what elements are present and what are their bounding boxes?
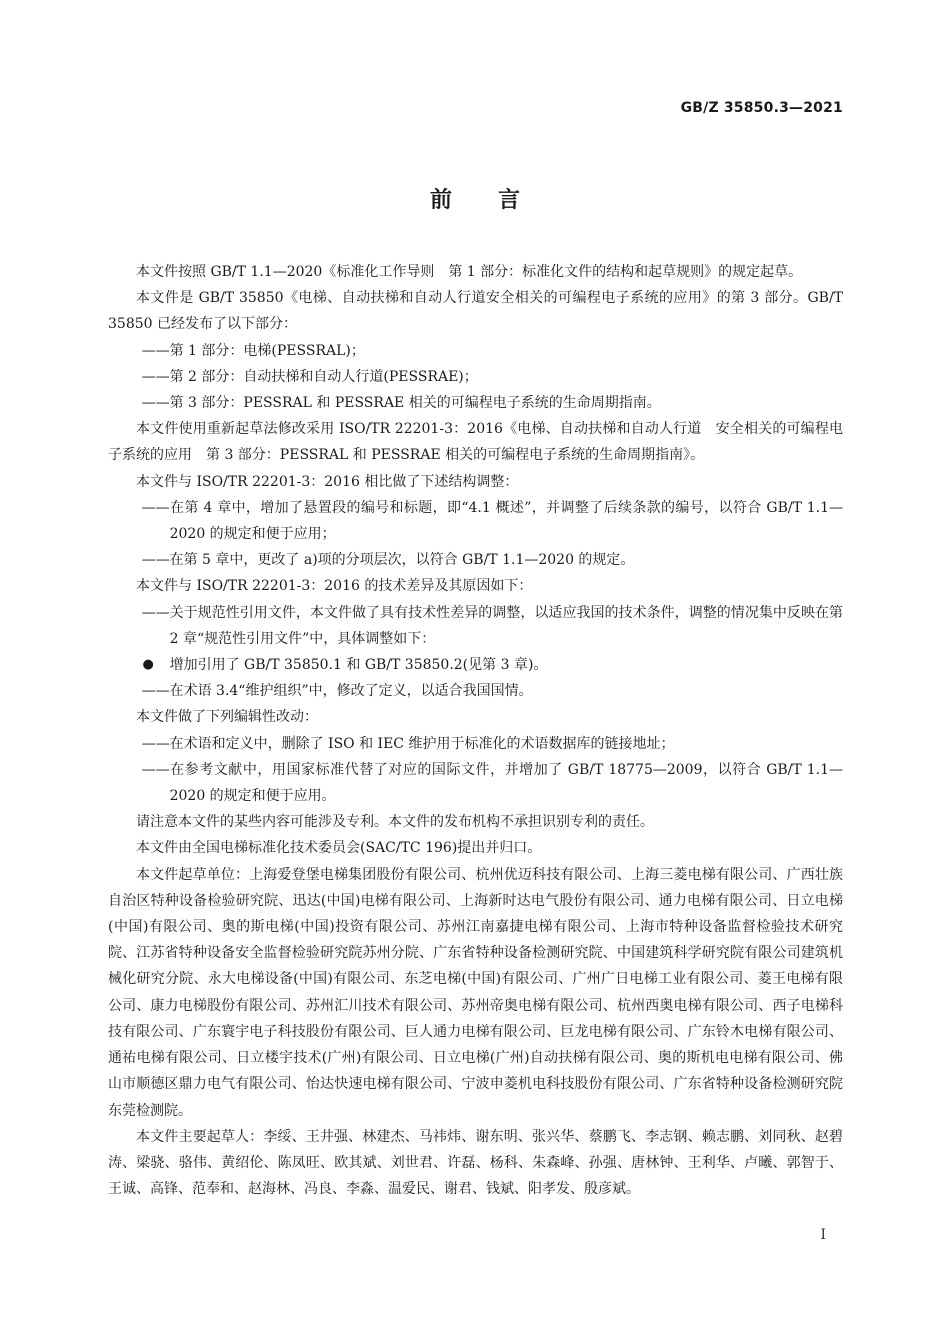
bullet-text: 增加引用了 GB/T 35850.1 和 GB/T 35850.2(见第 3 章)。 [169, 657, 548, 674]
standard-number: GB/Z 35850.3—2021 [680, 100, 843, 116]
list-item-technical-difference-2: ——在术语 3.4“维护组织”中，修改了定义，以适合我国国情。 [141, 683, 533, 700]
paragraph-drafting-units: 本文件起草单位：上海爱登堡电梯集团股份有限公司、杭州优迈科技有限公司、上海三菱电梯有限公司、广西壮族自治区特种设备检验研究院、迅达(中国)电梯有限公司、上海新时达电气股份有限公司、通力电梯有限公司、日立电梯(中国)有限公司、奥的斯电梯(中国)投资有限公司、苏州江南嘉捷电梯有限公司、上海市特种设备监督检验技术研究院、江苏省特种设备安全监督检验研究院苏州分院、广东省特种设备检测研究院、中国建筑科学研究院有限公司建筑机械化研究分院、永大电梯设备(中国)有限公司、东芝电梯(中国)有限公司、广州广日电梯工业有限公司、菱王电梯有限公司、康力电梯股份有限公司、苏州汇川技术有限公司、苏州帝奥电梯有限公司、杭州西奥电梯有限公司、西子电梯科技有限公司、广东寰宇电子科技股份有限公司、巨人通力电梯有限公司、巨龙电梯有限公司、广东铃木电梯有限公司、通祐电梯有限公司、日立楼宇技术(广州)有限公司、日立电梯(广州)自动扶梯有限公司、奥的斯机电电梯有限公司、佛山市顺德区鼎力电气有限公司、怡达快速电梯有限公司、宁波申菱机电科技股份有限公司、广东省特种设备检测研究院东莞检测院。 [108, 866, 843, 1119]
list-item-editorial-change-2: ——在参考文献中，用国家标准代替了对应的国际文件，并增加了 GB/T 18775—2009，以符合 GB/T 1.1—2020 的规定和便于应用。 [141, 761, 843, 805]
paragraph-technical-differences: 本文件与 ISO/TR 22201-3：2016 的技术差异及其原因如下： [136, 578, 533, 595]
paragraph-proposer: 本文件由全国电梯标准化技术委员会(SAC/TC 196)提出并归口。 [136, 840, 542, 857]
paragraph-series-intro: 本文件是 GB/T 35850《电梯、自动扶梯和自动人行道安全相关的可编程电子系统的应用》的第 3 部分。GB/T 35850 已经发布了以下部分： [108, 290, 843, 333]
paragraph-drafters: 本文件主要起草人：李绥、王井强、林建杰、马祎炜、谢东明、张兴华、蔡鹏飞、李志钢、赖志鹏、刘同秋、赵碧涛、梁骁、骆伟、黄绍伦、陈凤旺、欧其斌、刘世君、许磊、杨科、朱森峰、孙强、唐林钟、王利华、卢曦、郭智于、王诚、高锋、范奉和、赵海林、冯良、李淼、温爱民、谢君、钱斌、阳孝发、殷彦斌。 [108, 1128, 843, 1198]
list-item-part-3: ——第 3 部分：PESSRAL 和 PESSRAE 相关的可编程电子系统的生命周期指南。 [141, 395, 661, 412]
list-item-part-1: ——第 1 部分：电梯(PESSRAL)； [141, 342, 365, 359]
list-item-editorial-change-1: ——在术语和定义中，删除了 ISO 和 IEC 维护用于标准化的术语数据库的链接地址； [141, 735, 675, 752]
page-title: 前言 [429, 188, 566, 213]
list-item-technical-difference-1: ——关于规范性引用文件，本文件做了具有技术性差异的调整，以适应我国的技术条件，调整的情况集中反映在第 2 章“规范性引用文件”中，具体调整如下： [141, 604, 843, 647]
list-item-structural-change-1: ——在第 4 章中，增加了悬置段的编号和标题，即“4.1 概述”，并调整了后续条款的编号，以符合 GB/T 1.1—2020 的规定和便于应用； [141, 499, 843, 543]
list-item-part-2: ——第 2 部分：自动扶梯和自动人行道(PESSRAE)； [141, 368, 478, 385]
bullet-dot-icon: ● [142, 657, 154, 673]
paragraph-adoption: 本文件使用重新起草法修改采用 ISO/TR 22201-3：2016《电梯、自动扶梯和自动人行道 安全相关的可编程电子系统的应用 第 3 部分：PESSRAL 和 PESSRAE 相关的可编程电子系统的生命周期指南》。 [108, 421, 843, 464]
paragraph-drafting-rule: 本文件按照 GB/T 1.1—2020《标准化工作导则 第 1 部分：标准化文件的结构和起草规则》的规定起草。 [136, 264, 803, 280]
list-item-structural-change-2: ——在第 5 章中，更改了 a)项的分项层次，以符合 GB/T 1.1—2020 的规定。 [141, 552, 635, 569]
paragraph-patent-notice: 请注意本文件的某些内容可能涉及专利。本文件的发布机构不承担识别专利的责任。 [136, 814, 654, 831]
document-body [108, 259, 843, 1202]
paragraph-structural-changes: 本文件与 ISO/TR 22201-3：2016 相比做了下述结构调整： [136, 473, 519, 490]
page-number: I [820, 1227, 826, 1243]
bullet-item-added-references [108, 652, 843, 678]
paragraph-editorial-changes: 本文件做了下列编辑性改动： [136, 709, 318, 726]
